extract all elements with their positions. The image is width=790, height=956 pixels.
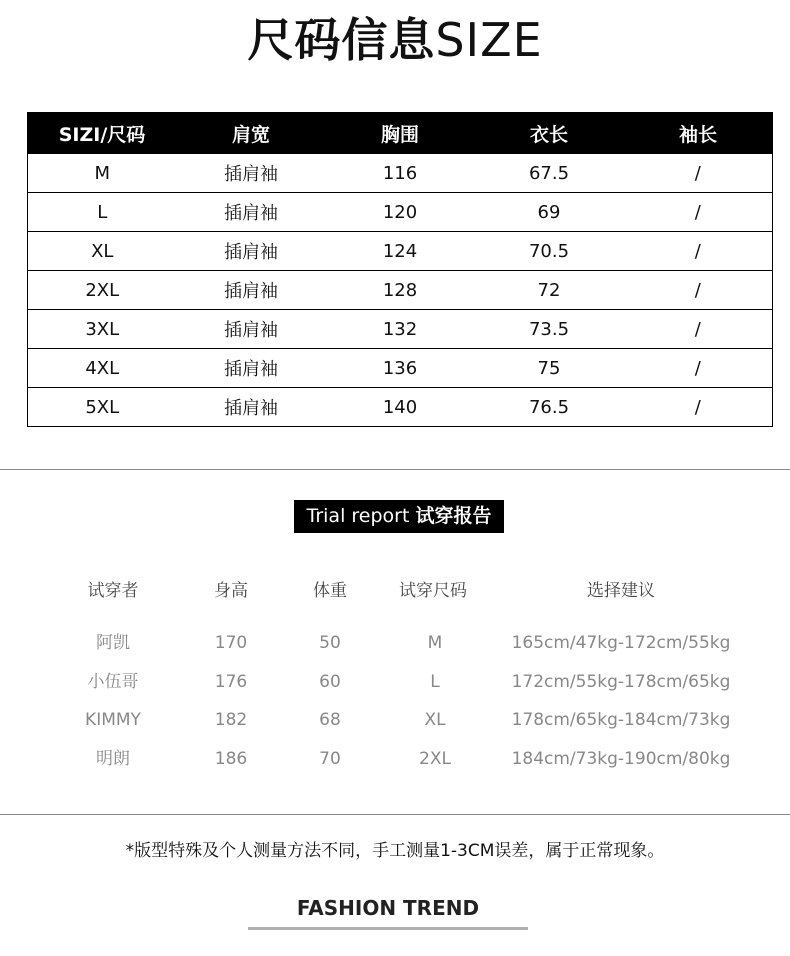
table-cell: / <box>624 193 773 232</box>
trial-cell: 50 <box>319 633 341 653</box>
trial-row <box>58 666 758 705</box>
trial-badge-en: Trial report <box>306 505 416 527</box>
table-cell: 插肩袖 <box>177 310 326 349</box>
trial-cell: KIMMY <box>85 710 141 730</box>
size-col-header: 胸围 <box>326 113 475 154</box>
trial-cell: 184cm/73kg-190cm/80kg <box>511 748 731 769</box>
table-row <box>28 349 773 388</box>
trial-cell: 186 <box>214 748 248 769</box>
table-cell: 5XL <box>28 388 177 427</box>
section-divider <box>0 469 790 470</box>
table-row <box>28 232 773 271</box>
table-cell: / <box>624 388 773 427</box>
table-cell: 插肩袖 <box>177 388 326 427</box>
table-cell: 插肩袖 <box>177 154 326 193</box>
table-cell: 116 <box>326 154 475 193</box>
table-row <box>28 154 773 193</box>
trial-cell: 165cm/47kg-172cm/55kg <box>511 633 731 653</box>
table-cell: 132 <box>326 310 475 349</box>
table-cell: 72 <box>475 271 624 310</box>
trial-cell: 2XL <box>419 748 451 769</box>
table-row <box>28 271 773 310</box>
trial-cell: 明朗 <box>96 748 130 769</box>
trial-cell: 182 <box>214 710 248 730</box>
trial-cell: 68 <box>319 710 341 730</box>
trial-row <box>58 627 758 666</box>
trial-cell: XL <box>424 710 446 730</box>
fashion-trend-underline <box>248 927 528 930</box>
trial-cell: 170 <box>214 633 248 653</box>
table-cell: 2XL <box>28 271 177 310</box>
table-cell: 76.5 <box>475 388 624 427</box>
table-cell: / <box>624 154 773 193</box>
table-cell: 136 <box>326 349 475 388</box>
trial-header-row <box>58 575 758 613</box>
table-row <box>28 310 773 349</box>
table-cell: / <box>624 349 773 388</box>
page-title <box>0 8 790 72</box>
table-cell: 插肩袖 <box>177 193 326 232</box>
size-col-header: SIZI/尺码 <box>28 113 177 154</box>
table-cell: L <box>28 193 177 232</box>
trial-col-header: 试穿尺码 <box>399 581 467 601</box>
table-cell: 4XL <box>28 349 177 388</box>
size-col-header: 衣长 <box>475 113 624 154</box>
trial-cell: 60 <box>319 671 341 692</box>
trial-cell: 70 <box>319 748 341 769</box>
size-col-header: 肩宽 <box>177 113 326 154</box>
measurement-note: *版型特殊及个人测量方法不同，手工测量1-3CM误差，属于正常现象。 <box>125 841 665 861</box>
trial-cell: L <box>430 671 440 692</box>
table-cell: / <box>624 271 773 310</box>
table-cell: 75 <box>475 349 624 388</box>
table-cell: / <box>624 232 773 271</box>
trial-badge-cn: 试穿报告 <box>415 505 492 527</box>
section-divider <box>0 814 790 815</box>
size-table-header <box>28 113 773 154</box>
trial-cell: 178cm/65kg-184cm/73kg <box>511 710 731 730</box>
trial-col-header: 试穿者 <box>87 581 139 601</box>
table-cell: 插肩袖 <box>177 271 326 310</box>
trial-cell: M <box>427 633 443 653</box>
table-cell: 128 <box>326 271 475 310</box>
trial-row <box>58 704 758 743</box>
trial-report-table <box>58 575 758 781</box>
table-cell: 3XL <box>28 310 177 349</box>
trial-cell: 小伍哥 <box>87 671 139 692</box>
title-en: SIZE <box>435 13 543 67</box>
trial-report-badge <box>294 500 504 533</box>
table-cell: 124 <box>326 232 475 271</box>
title-cn: 尺码信息 <box>247 13 436 67</box>
table-cell: 73.5 <box>475 310 624 349</box>
trial-cell: 176 <box>214 671 248 692</box>
table-cell: 插肩袖 <box>177 232 326 271</box>
table-row <box>28 193 773 232</box>
fashion-trend-label: FASHION TREND <box>296 896 480 920</box>
trial-cell: 172cm/55kg-178cm/65kg <box>511 671 731 692</box>
trial-col-header: 身高 <box>214 581 248 601</box>
trial-col-header: 选择建议 <box>587 581 655 601</box>
table-cell: 67.5 <box>475 154 624 193</box>
table-row <box>28 388 773 427</box>
table-cell: 140 <box>326 388 475 427</box>
table-cell: XL <box>28 232 177 271</box>
size-table <box>27 112 773 427</box>
trial-col-header: 体重 <box>313 581 347 601</box>
size-col-header: 袖长 <box>624 113 773 154</box>
table-cell: / <box>624 310 773 349</box>
table-cell: 120 <box>326 193 475 232</box>
table-cell: M <box>28 154 177 193</box>
table-cell: 69 <box>475 193 624 232</box>
trial-cell: 阿凯 <box>96 633 130 653</box>
table-cell: 插肩袖 <box>177 349 326 388</box>
table-cell: 70.5 <box>475 232 624 271</box>
trial-row <box>58 743 758 782</box>
